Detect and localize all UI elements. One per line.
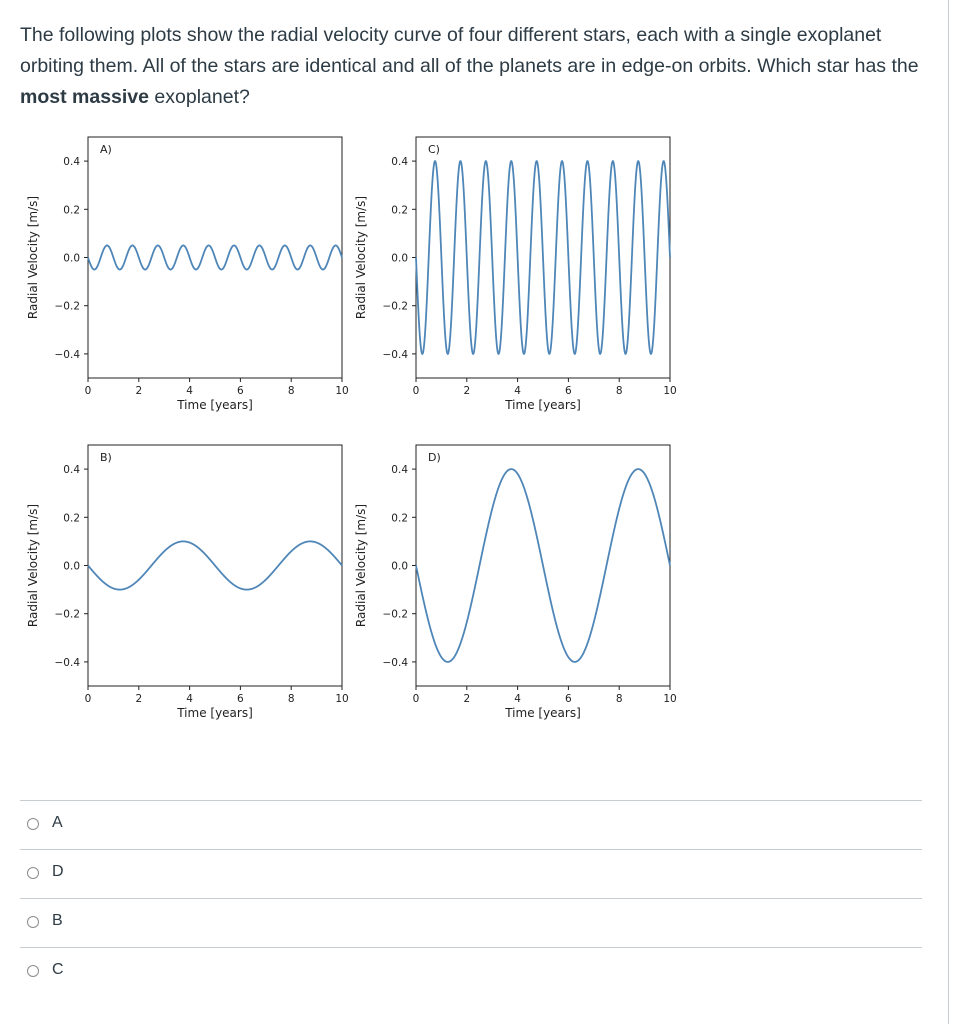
answer-option-3[interactable]	[20, 898, 922, 947]
x-tick-label: 2	[135, 385, 143, 397]
x-tick-label: 6	[237, 385, 244, 397]
answer-label: C	[52, 961, 64, 978]
x-axis-label: Time [years]	[505, 706, 581, 720]
x-tick-label: 2	[463, 385, 471, 397]
y-tick-label: 0.0	[63, 560, 80, 573]
question-emphasis: most massive	[20, 86, 149, 108]
y-tick-label: 0.0	[391, 252, 408, 265]
x-tick-label: 0	[84, 693, 92, 705]
y-tick-label: 0.4	[63, 156, 80, 169]
x-tick-label: 10	[335, 693, 349, 705]
x-tick-label: 6	[565, 385, 572, 397]
x-tick-label: 4	[186, 385, 193, 397]
x-tick-label: 8	[615, 693, 623, 705]
panel-label: A)	[100, 143, 112, 156]
rv-plots-figure	[0, 130, 700, 760]
answer-option-1[interactable]	[20, 800, 922, 849]
x-tick-label: 10	[335, 385, 349, 397]
y-tick-label: −0.2	[54, 300, 80, 313]
x-tick-label: 10	[663, 385, 677, 397]
y-axis-label: Radial Velocity [m/s]	[354, 503, 368, 628]
rv-curve-B	[88, 541, 342, 589]
answer-label: B	[52, 912, 63, 929]
y-tick-label: 0.4	[63, 464, 80, 477]
y-tick-label: −0.4	[54, 348, 80, 361]
y-tick-label: −0.4	[382, 656, 408, 669]
x-tick-label: 0	[412, 693, 420, 705]
answer-list	[20, 800, 922, 996]
y-axis-label: Radial Velocity [m/s]	[354, 195, 368, 320]
x-tick-label: 0	[84, 385, 92, 397]
panel-label: C)	[428, 143, 440, 156]
panel-label: D)	[428, 451, 441, 464]
y-tick-label: 0.2	[63, 204, 80, 217]
answer-label: A	[52, 814, 63, 831]
x-tick-label: 8	[287, 693, 295, 705]
x-axis-label: Time [years]	[505, 398, 581, 412]
rv-curve-A	[88, 245, 342, 269]
question-outro: exoplanet?	[149, 86, 250, 108]
y-tick-label: 0.2	[391, 512, 408, 525]
rv-curve-C	[416, 161, 670, 354]
x-tick-label: 6	[565, 693, 572, 705]
x-tick-label: 2	[135, 693, 143, 705]
rv-curve-D	[416, 469, 670, 662]
y-tick-label: 0.4	[391, 156, 408, 169]
answer-label: D	[52, 863, 64, 880]
radio-button[interactable]	[27, 916, 39, 928]
x-tick-label: 2	[463, 693, 471, 705]
y-tick-label: 0.2	[391, 204, 408, 217]
y-tick-label: 0.0	[391, 560, 408, 573]
panel-label: B)	[100, 451, 112, 464]
y-tick-label: −0.4	[382, 348, 408, 361]
x-tick-label: 8	[287, 385, 295, 397]
radio-button[interactable]	[27, 867, 39, 879]
y-axis-label: Radial Velocity [m/s]	[26, 195, 40, 320]
answer-option-2[interactable]	[20, 849, 922, 898]
radio-button[interactable]	[27, 965, 39, 977]
y-tick-label: 0.4	[391, 464, 408, 477]
y-axis-label: Radial Velocity [m/s]	[26, 503, 40, 628]
x-tick-label: 10	[663, 693, 677, 705]
answer-option-4[interactable]	[20, 947, 922, 996]
x-axis-label: Time [years]	[177, 706, 253, 720]
x-tick-label: 8	[615, 385, 623, 397]
y-tick-label: −0.2	[382, 608, 408, 621]
question-intro: The following plots show the radial velocity curve of four different stars, each with a single exoplanet orbiting them. All of the stars are identical and all of the planets are in edge-on orbits. Which star has the	[20, 24, 919, 77]
radio-button[interactable]	[27, 818, 39, 830]
x-tick-label: 4	[514, 693, 521, 705]
x-tick-label: 6	[237, 693, 244, 705]
y-tick-label: 0.0	[63, 252, 80, 265]
question-text	[20, 20, 920, 113]
x-axis-label: Time [years]	[177, 398, 253, 412]
y-tick-label: 0.2	[63, 512, 80, 525]
y-tick-label: −0.4	[54, 656, 80, 669]
x-tick-label: 4	[186, 693, 193, 705]
x-tick-label: 4	[514, 385, 521, 397]
y-tick-label: −0.2	[54, 608, 80, 621]
page-border	[948, 0, 949, 1024]
y-tick-label: −0.2	[382, 300, 408, 313]
x-tick-label: 0	[412, 385, 420, 397]
